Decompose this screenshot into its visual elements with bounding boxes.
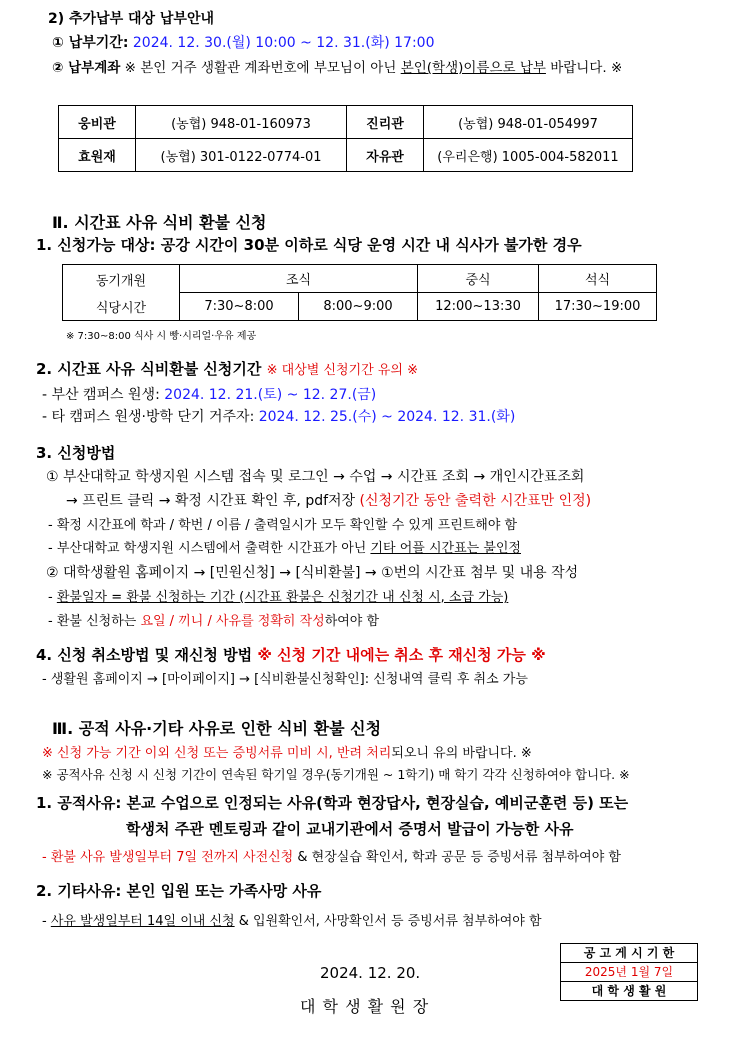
section-3-title: Ⅲ. 공적 사유·기타 사유로 인한 식비 환불 신청 bbox=[52, 719, 382, 738]
apply-period-busan-label: - 부산 캠퍼스 원생: bbox=[42, 387, 160, 403]
method-step-2: ② 대학생활원 홈페이지 → [민원신청] → [식비환불] → ①번의 시간표 첨부 및 내용 작성 bbox=[46, 565, 579, 581]
method-step-1-detail-2-text: - 부산대학교 학생지원 시스템에서 출력한 시간표가 아닌 bbox=[48, 541, 371, 556]
apply-period-title: 2. 시간표 사유 식비환불 신청기간 bbox=[36, 360, 262, 378]
apply-period-note: ※ 대상별 신청기간 유의 ※ bbox=[266, 363, 418, 378]
meal-time-cell: 8:00~9:00 bbox=[299, 293, 418, 321]
apply-period-other bbox=[42, 406, 515, 426]
other-reason-detail bbox=[42, 910, 542, 929]
meal-time-table bbox=[62, 264, 657, 321]
meal-header-lunch: 중식 bbox=[418, 265, 539, 293]
apply-period-other-value: 2024. 12. 25.(수) ~ 2024. 12. 31.(화) bbox=[258, 409, 516, 425]
method-step-1: ① 부산대학교 학생지원 시스템 접속 및 로그인 → 수업 → 시간표 조회 → 개인시간표조회 bbox=[46, 469, 585, 485]
other-reason-detail-emph: 사유 발생일부터 14일 이내 신청 bbox=[50, 914, 235, 929]
method-step-2-detail-2-a: - 환불 신청하는 bbox=[48, 614, 141, 629]
method-step-1-cont bbox=[66, 490, 591, 510]
payment-account-note-end: 바랍니다. ※ bbox=[545, 60, 623, 76]
meal-time-cell: 17:30~19:00 bbox=[539, 293, 657, 321]
payment-account-note-emphasis: 본인(학생)이름으로 납부 bbox=[400, 60, 546, 76]
method-step-1-cont-text: → 프린트 클릭 → 확정 시간표 확인 후, pdf저장 bbox=[66, 493, 356, 509]
account-number: (우리은행) 1005-004-582011 bbox=[424, 139, 633, 172]
section-3-note-1 bbox=[42, 742, 532, 761]
account-row bbox=[59, 106, 633, 139]
method-step-2-detail-2-c: 하여야 함 bbox=[324, 614, 380, 629]
method-step-2-detail-2 bbox=[48, 610, 379, 629]
cancel-heading bbox=[36, 644, 546, 665]
account-number: (농협) 948-01-160973 bbox=[136, 106, 347, 139]
payment-period-label: ① 납부기간: bbox=[52, 35, 129, 51]
method-step-1-detail-2 bbox=[48, 537, 521, 556]
stamp-date: 2025년 1월 7일 bbox=[561, 962, 697, 981]
section-2-title: Ⅱ. 시간표 사유 식비 환불 신청 bbox=[52, 213, 267, 232]
official-reason-detail bbox=[42, 846, 621, 865]
meal-table-corner bbox=[63, 265, 180, 321]
section-3-note-2: ※ 공적사유 신청 시 신청 기간이 연속된 학기일 경우(동기개원 ~ 1학기) 매 학기 각각 신청하여야 합니다. ※ bbox=[42, 767, 630, 782]
method-step-2-detail-1-text: 환불일자 = 환불 신청하는 기간 (시간표 환불은 신청기간 내 신청 시, 소급 가능) bbox=[56, 590, 509, 605]
meal-note: ※ 7:30~8:00 식사 시 빵·시리얼·우유 제공 bbox=[66, 331, 257, 342]
other-reason-detail-rest: & 입원확인서, 사망확인서 등 증빙서류 첨부하여야 함 bbox=[234, 914, 542, 929]
method-step-2-detail-1 bbox=[48, 586, 508, 605]
official-reason-line-1: 1. 공적사유: 본교 수업으로 인정되는 사유(학과 현장답사, 현장실습, 예비군훈련 등) 또는 bbox=[36, 794, 629, 812]
dorm-name: 효원재 bbox=[59, 139, 136, 172]
payment-account-line bbox=[52, 56, 622, 76]
apply-period-busan bbox=[42, 384, 376, 404]
notice-issuer: 대 학 생 활 원 장 bbox=[300, 997, 430, 1016]
meal-table-corner-bottom: 식당시간 bbox=[95, 300, 147, 316]
method-step-1-cont-note: (신청기간 동안 출력한 시간표만 인정) bbox=[355, 493, 592, 509]
official-reason-line-2: 학생처 주관 멘토링과 같이 교내기관에서 증명서 발급이 가능한 사유 bbox=[126, 820, 574, 838]
meal-table-corner-top: 동기개원 bbox=[95, 273, 147, 289]
eligibility-line: 1. 신청가능 대상: 공강 시간이 30분 이하로 식당 운영 시간 내 식사가 불가한 경우 bbox=[36, 236, 582, 254]
cancel-detail: - 생활원 홈페이지 → [마이페이지] → [식비환불신청확인]: 신청내역 클릭 후 취소 가능 bbox=[42, 672, 528, 687]
payment-period bbox=[52, 32, 435, 52]
apply-period-other-label: - 타 캠퍼스 원생·방학 단기 거주자: bbox=[42, 409, 255, 425]
meal-header-breakfast: 조식 bbox=[180, 265, 418, 293]
account-row bbox=[59, 139, 633, 172]
official-reason-detail-red: - 환불 사유 발생일부터 7일 전까지 사전신청 bbox=[42, 850, 294, 865]
method-step-1-detail-2-emph: 기타 어플 시간표는 불인정 bbox=[370, 541, 521, 556]
stamp-org: 대 학 생 활 원 bbox=[561, 981, 697, 1000]
posting-deadline-stamp bbox=[560, 943, 698, 1001]
stamp-title: 공 고 게 시 기 한 bbox=[583, 946, 675, 960]
section-3-note-1-rest: 되오니 유의 바랍니다. ※ bbox=[391, 746, 532, 761]
method-step-2-detail-1-dash: - bbox=[48, 590, 57, 605]
official-reason-detail-rest: & 현장실습 확인서, 학과 공문 등 증빙서류 첨부하여야 함 bbox=[293, 850, 621, 865]
meal-time-cell: 12:00~13:30 bbox=[418, 293, 539, 321]
meal-header-dinner: 석식 bbox=[539, 265, 657, 293]
dorm-name: 진리관 bbox=[347, 106, 424, 139]
dorm-name: 자유관 bbox=[347, 139, 424, 172]
account-table bbox=[58, 105, 633, 172]
payment-period-value: 2024. 12. 30.(월) 10:00 ~ 12. 31.(화) 17:00 bbox=[132, 35, 435, 51]
method-step-2-detail-2-b: 요일 / 끼니 / 사유를 정확히 작성 bbox=[140, 614, 325, 629]
cancel-title: 4. 신청 취소방법 및 재신청 방법 bbox=[36, 646, 253, 664]
payment-account-note: ※ 본인 거주 생활관 계좌번호에 부모님이 아닌 bbox=[124, 60, 401, 76]
account-number: (농협) 301-0122-0774-01 bbox=[136, 139, 347, 172]
other-reason-title: 2. 기타사유: 본인 입원 또는 가족사망 사유 bbox=[36, 882, 322, 900]
meal-time-cell: 7:30~8:00 bbox=[180, 293, 299, 321]
dorm-name: 웅비관 bbox=[59, 106, 136, 139]
section-3-note-1-red: ※ 신청 가능 기간 이외 신청 또는 증빙서류 미비 시, 반려 처리 bbox=[42, 746, 392, 761]
payment-account-label: ② 납부계좌 bbox=[52, 60, 121, 76]
method-title: 3. 신청방법 bbox=[36, 444, 116, 462]
other-reason-detail-dash: - bbox=[42, 914, 51, 929]
notice-date: 2024. 12. 20. bbox=[320, 964, 421, 982]
payment-heading: 2) 추가납부 대상 납부안내 bbox=[48, 11, 215, 27]
account-number: (농협) 948-01-054997 bbox=[424, 106, 633, 139]
method-step-1-detail-1: - 확정 시간표에 학과 / 학번 / 이름 / 출력일시가 모두 확인할 수 있게 프린트해야 함 bbox=[48, 518, 518, 533]
cancel-note: ※ 신청 기간 내에는 취소 후 재신청 가능 ※ bbox=[257, 646, 546, 664]
apply-period-busan-value: 2024. 12. 21.(토) ~ 12. 27.(금) bbox=[164, 387, 377, 403]
apply-period-heading bbox=[36, 358, 418, 379]
